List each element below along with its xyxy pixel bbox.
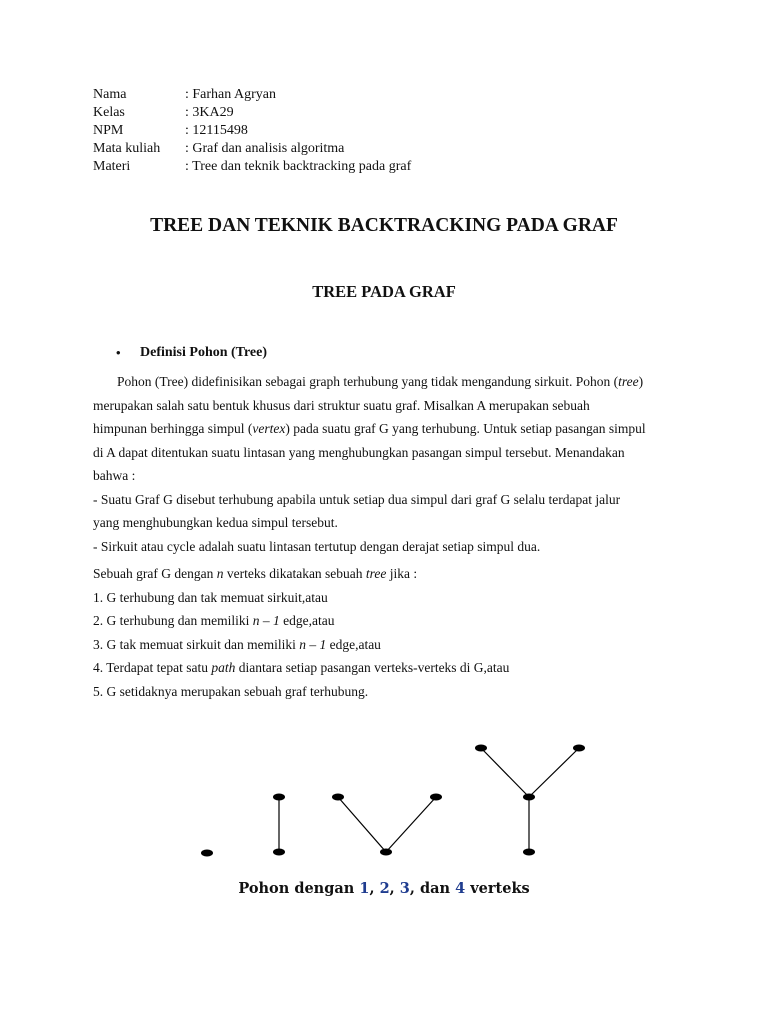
paragraph-line: - Sirkuit atau cycle adalah suatu lintasan tertutup dengan derajat setiap simpul dua.	[93, 538, 541, 554]
paragraph-line: bahwa :	[93, 468, 136, 483]
tree-criteria	[93, 562, 713, 703]
tree-node	[573, 745, 585, 752]
tree-node	[523, 794, 535, 801]
paragraph-line: Pohon (Tree) didefinisikan sebagai graph terhubung yang tidak mengandung sirkuit. Pohon (tree)	[117, 374, 644, 389]
bullet-heading	[116, 345, 267, 361]
tree-node	[273, 794, 285, 801]
info-row-kelas	[93, 104, 411, 122]
paragraph-line: merupakan salah satu bentuk khusus dari struktur suatu graf. Misalkan A merupakan sebuah	[93, 397, 590, 413]
info-label: Nama	[93, 87, 127, 102]
list-item: 1. G terhubung dan tak memuat sirkuit,atau	[93, 589, 328, 605]
paragraph-line: di A dapat ditentukan suatu lintasan yang menghubungkan pasangan simpul tersebut. Menandakan	[93, 444, 625, 460]
paragraph-line: - Suatu Graf G disebut terhubung apabila untuk setiap dua simpul dari graf G selalu terdapat jalur	[93, 491, 621, 507]
tree-edge	[386, 797, 436, 852]
list-item: 3. G tak memuat sirkuit dan memiliki n – 1 edge,atau	[93, 636, 381, 652]
info-row-nama	[93, 86, 411, 104]
info-value: : Graf dan analisis algoritma	[185, 141, 345, 156]
paragraph-line: yang menghubungkan kedua simpul tersebut.	[93, 515, 338, 530]
document-title: TREE DAN TEKNIK BACKTRACKING PADA GRAF	[150, 215, 618, 236]
bullet-icon: •	[116, 345, 121, 360]
info-value: : 3KA29	[185, 105, 234, 120]
bullet-heading-text: Definisi Pohon (Tree)	[140, 345, 268, 360]
student-info	[93, 86, 411, 176]
tree-edge	[481, 748, 529, 797]
info-row-mata-kuliah	[93, 140, 411, 158]
body-content	[93, 370, 713, 703]
info-row-npm	[93, 122, 411, 140]
tree-edge	[529, 748, 579, 797]
list-item: 4. Terdapat tepat satu path diantara setiap pasangan verteks-verteks di G,atau	[93, 660, 510, 675]
figure-caption: Pohon dengan 1, 2, 3, dan 4 verteks	[238, 880, 530, 897]
tree-diagram	[0, 730, 768, 870]
paragraph-line: himpunan berhingga simpul (vertex) pada suatu graf G yang terhubung. Untuk setiap pasangan simpul	[93, 421, 646, 436]
info-label: Mata kuliah	[93, 141, 161, 156]
info-row-materi	[93, 158, 411, 176]
tree-node	[380, 849, 392, 856]
tree-node	[201, 850, 213, 857]
list-item: 2. G terhubung dan memiliki n – 1 edge,atau	[93, 613, 335, 628]
tree-node	[273, 849, 285, 856]
info-label: Kelas	[93, 105, 125, 120]
definition-paragraph	[93, 370, 713, 558]
list-item: 5. G setidaknya merupakan sebuah graf terhubung.	[93, 683, 369, 699]
tree-node	[332, 794, 344, 801]
info-label: NPM	[93, 123, 124, 138]
info-value: : Tree dan teknik backtracking pada graf	[185, 159, 412, 174]
criteria-intro: Sebuah graf G dengan n verteks dikatakan sebuah tree jika :	[93, 566, 418, 581]
tree-edge	[338, 797, 386, 852]
info-value: : 12115498	[185, 123, 248, 138]
tree-node	[475, 745, 487, 752]
info-value: : Farhan Agryan	[185, 87, 276, 102]
tree-node	[430, 794, 442, 801]
section-title: TREE PADA GRAF	[312, 282, 456, 301]
tree-node	[523, 849, 535, 856]
info-label: Materi	[93, 159, 131, 174]
